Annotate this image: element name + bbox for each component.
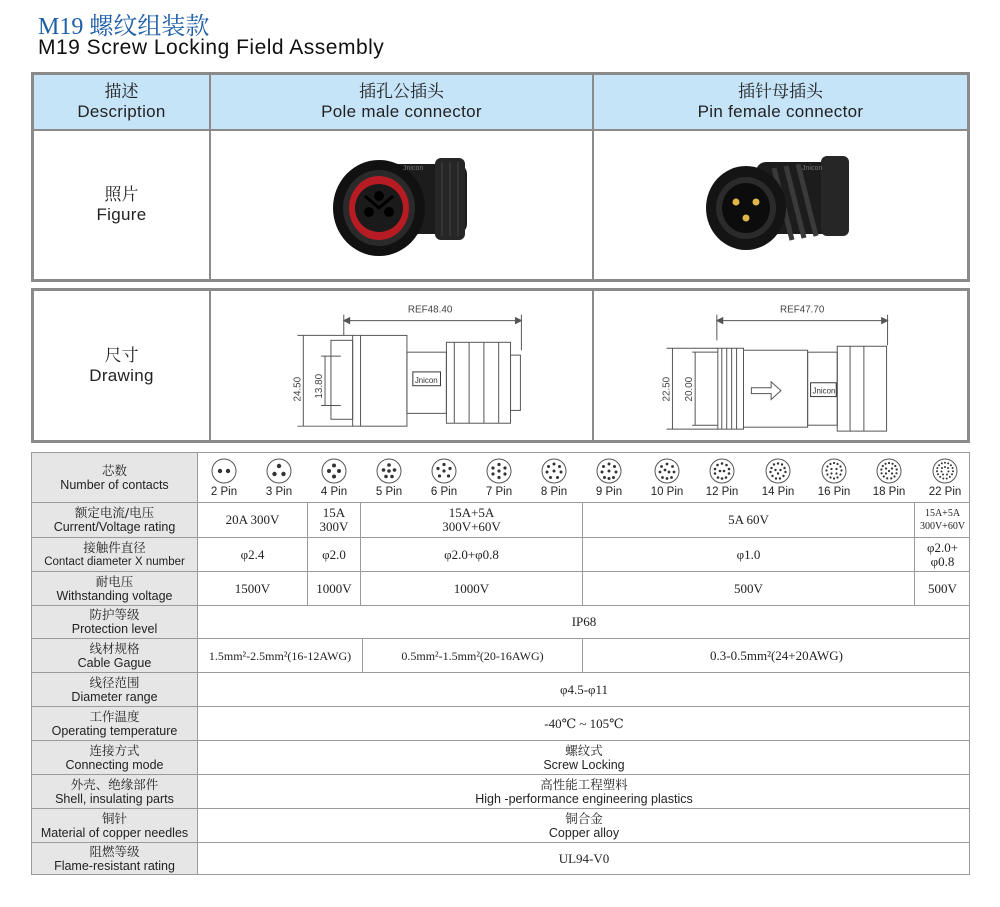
drawing-table bbox=[31, 288, 970, 443]
withstand-label-en: Withstanding voltage bbox=[56, 588, 173, 603]
header-description-cn: 描述 bbox=[104, 82, 139, 102]
withstand-4pin-value: 1000V bbox=[316, 580, 352, 596]
pin-label-8: 8 Pin bbox=[540, 486, 568, 498]
male-dim-inner: 13.80 bbox=[314, 373, 326, 399]
female-drawing bbox=[593, 290, 968, 441]
pin-diagram-8-icon bbox=[541, 458, 567, 484]
pin-diagram-3-icon bbox=[266, 458, 292, 484]
figure-table bbox=[31, 72, 970, 282]
diameter-4pin bbox=[308, 538, 361, 572]
protection-value bbox=[198, 606, 970, 639]
copper-value bbox=[198, 809, 970, 843]
range-label-cn: 线径范围 bbox=[89, 674, 140, 690]
contacts-label-en: Number of contacts bbox=[60, 477, 169, 492]
rating-22pin bbox=[915, 503, 970, 538]
pin-diagram-22-icon bbox=[932, 458, 958, 484]
pin-layout-7 bbox=[479, 458, 519, 498]
pin-diagram-16-icon bbox=[821, 458, 847, 484]
withstand-9to18pin-value: 500V bbox=[734, 580, 763, 596]
temp-label-en: Operating temperature bbox=[51, 723, 178, 738]
withstand-2pin bbox=[198, 572, 308, 606]
withstand-9to18pin bbox=[583, 572, 915, 606]
cable-label bbox=[32, 639, 198, 673]
rating-5to8pin-a: 15A+5A bbox=[448, 505, 495, 520]
page-title-en: M19 Screw Locking Field Assembly bbox=[38, 36, 385, 59]
cable-label-cn: 线材规格 bbox=[89, 640, 140, 656]
header-female bbox=[593, 74, 968, 130]
range-value bbox=[198, 673, 970, 707]
withstand-5to8pin-value: 1000V bbox=[453, 580, 490, 596]
withstand-5to8pin bbox=[361, 572, 583, 606]
pin-layout-2 bbox=[204, 458, 244, 498]
pin-diagram-12-icon bbox=[709, 458, 735, 484]
rating-label-en: Current/Voltage rating bbox=[53, 520, 176, 534]
cable-2to4pin-value: 1.5mm²-2.5mm²(16-12AWG) bbox=[208, 648, 352, 663]
diameter-label bbox=[32, 538, 198, 572]
pin-label-7: 7 Pin bbox=[485, 486, 513, 498]
copper-label bbox=[32, 809, 198, 843]
cable-2to4pin bbox=[198, 639, 363, 673]
header-male-en: Pole male connector bbox=[321, 102, 482, 121]
female-connector-image bbox=[696, 140, 866, 270]
temp-label-cn: 工作温度 bbox=[89, 708, 140, 724]
cable-5to8pin bbox=[363, 639, 583, 673]
page-title-cn: M19 螺纹组装款 bbox=[38, 14, 210, 40]
shell-value bbox=[198, 775, 970, 809]
pin-diagram-18-icon bbox=[876, 458, 902, 484]
diameter-22pin-a: φ2.0+ bbox=[926, 539, 959, 555]
diameter-label-en: Contact diameter X number bbox=[44, 555, 185, 568]
figure-label bbox=[33, 130, 210, 280]
svg-text:Jnicon: Jnicon bbox=[801, 165, 822, 172]
rating-label-cn: 额定电流/电压 bbox=[74, 505, 155, 520]
pin-diagram-5-icon bbox=[376, 458, 402, 484]
pin-diagram-2-icon bbox=[211, 458, 237, 484]
connect-label-cn: 连接方式 bbox=[89, 742, 140, 758]
female-dim-inner: 20.00 bbox=[684, 376, 696, 402]
pin-layout-5 bbox=[369, 458, 409, 498]
contacts-label bbox=[32, 453, 198, 503]
pin-label-16: 16 Pin bbox=[817, 486, 851, 498]
copper-label-en: Material of copper needles bbox=[40, 825, 189, 840]
diameter-22pin bbox=[915, 538, 970, 572]
rating-label bbox=[32, 503, 198, 538]
rating-4pin bbox=[308, 503, 361, 538]
range-label bbox=[32, 673, 198, 707]
pin-layout-10 bbox=[645, 458, 689, 498]
flame-value-text: UL94-V0 bbox=[558, 850, 610, 866]
withstand-22pin bbox=[915, 572, 970, 606]
pin-label-18: 18 Pin bbox=[872, 486, 906, 498]
svg-text:Jnicon: Jnicon bbox=[402, 165, 423, 172]
protection-label-cn: 防护等级 bbox=[89, 607, 140, 622]
range-label-en: Diameter range bbox=[71, 689, 158, 704]
cable-9to22pin-value: 0.3-0.5mm²(24+20AWG) bbox=[710, 647, 843, 663]
shell-value-cn: 高性能工程塑料 bbox=[540, 776, 628, 792]
shell-label-cn: 外壳、绝缘部件 bbox=[70, 776, 159, 792]
diameter-9to18pin bbox=[583, 538, 915, 572]
diameter-9to18pin-value: φ1.0 bbox=[736, 546, 761, 562]
shell-label bbox=[32, 775, 198, 809]
drawing-label-cn: 尺寸 bbox=[104, 345, 139, 366]
rating-5to8pin-b: 300V+60V bbox=[442, 519, 501, 534]
pin-label-9: 9 Pin bbox=[595, 486, 623, 498]
temp-value bbox=[198, 707, 970, 741]
diameter-2pin-value: φ2.4 bbox=[240, 546, 265, 562]
withstand-2pin-value: 1500V bbox=[234, 580, 271, 596]
male-brand-mark: Jnicon bbox=[414, 375, 438, 385]
pin-layout-8 bbox=[534, 458, 574, 498]
temp-label bbox=[32, 707, 198, 741]
shell-value-en: High -performance engineering plastics bbox=[475, 791, 693, 806]
rating-5to8pin bbox=[361, 503, 583, 538]
pin-layout-22 bbox=[923, 458, 967, 498]
shell-label-en: Shell, insulating parts bbox=[55, 791, 174, 806]
pin-layout-3 bbox=[259, 458, 299, 498]
pin-label-5: 5 Pin bbox=[375, 486, 403, 498]
flame-label bbox=[32, 843, 198, 874]
rating-2pin bbox=[198, 503, 308, 538]
pin-diagram-7-icon bbox=[486, 458, 512, 484]
pin-label-6: 6 Pin bbox=[430, 486, 458, 498]
pin-diagram-10-icon bbox=[654, 458, 680, 484]
rating-9to18pin bbox=[583, 503, 915, 538]
header-male bbox=[210, 74, 593, 130]
withstand-4pin bbox=[308, 572, 361, 606]
pin-layout-18 bbox=[867, 458, 911, 498]
pin-label-14: 14 Pin bbox=[761, 486, 795, 498]
male-connector-photo bbox=[210, 130, 593, 280]
cable-5to8pin-value: 0.5mm²-1.5mm²(20-16AWG) bbox=[401, 648, 544, 663]
header-female-cn: 插针母插头 bbox=[738, 82, 823, 102]
protection-label-en: Protection level bbox=[71, 622, 158, 636]
diameter-2pin bbox=[198, 538, 308, 572]
pin-label-3: 3 Pin bbox=[265, 486, 293, 498]
flame-value bbox=[198, 843, 970, 874]
diameter-4pin-value: φ2.0 bbox=[322, 546, 346, 562]
range-value-text: φ4.5-φ11 bbox=[559, 681, 609, 697]
male-drawing-svg bbox=[210, 291, 593, 440]
pin-diagram-6-icon bbox=[431, 458, 457, 484]
male-dim-outer: 24.50 bbox=[292, 376, 304, 402]
female-drawing-svg bbox=[593, 291, 968, 440]
figure-label-en: Figure bbox=[96, 205, 147, 224]
pin-layout-12 bbox=[700, 458, 744, 498]
connect-value-en: Screw Locking bbox=[543, 757, 625, 772]
diameter-5to8pin-value: φ2.0+φ0.8 bbox=[444, 546, 499, 562]
protection-label bbox=[32, 606, 198, 639]
connect-label-en: Connecting mode bbox=[65, 757, 164, 772]
header-male-cn: 插孔公插头 bbox=[359, 82, 444, 102]
figure-label-cn: 照片 bbox=[104, 185, 139, 205]
rating-4pin-b: 300V bbox=[319, 519, 349, 534]
pin-layout-9 bbox=[589, 458, 629, 498]
drawing-label-en: Drawing bbox=[89, 365, 154, 385]
female-ref-dimension: REF47.70 bbox=[780, 304, 825, 316]
female-dim-outer: 22.50 bbox=[661, 376, 673, 402]
female-connector-photo bbox=[593, 130, 968, 280]
pin-diagram-9-icon bbox=[596, 458, 622, 484]
spec-table bbox=[31, 452, 970, 875]
header-description bbox=[33, 74, 210, 130]
cable-label-en: Cable Gague bbox=[77, 655, 152, 670]
rating-9to18pin-value: 5A 60V bbox=[728, 512, 769, 527]
copper-label-cn: 铜针 bbox=[101, 810, 127, 826]
header-description-en: Description bbox=[77, 102, 166, 121]
withstand-label bbox=[32, 572, 198, 606]
male-connector-image bbox=[317, 140, 487, 270]
copper-value-en: Copper alloy bbox=[548, 825, 620, 840]
rating-22pin-b: 300V+60V bbox=[919, 521, 966, 532]
pin-label-12: 12 Pin bbox=[705, 486, 739, 498]
protection-value-text: IP68 bbox=[571, 614, 597, 629]
diameter-22pin-b: φ0.8 bbox=[930, 553, 955, 569]
drawing-label bbox=[33, 290, 210, 441]
pin-layout-16 bbox=[812, 458, 856, 498]
pin-label-2: 2 Pin bbox=[210, 486, 238, 498]
pin-label-22: 22 Pin bbox=[928, 486, 962, 498]
temp-value-text: -40℃ ~ 105℃ bbox=[544, 715, 624, 731]
diameter-5to8pin bbox=[361, 538, 583, 572]
withstand-22pin-value: 500V bbox=[928, 580, 957, 596]
pin-layout-6 bbox=[424, 458, 464, 498]
rating-2pin-value: 20A 300V bbox=[225, 512, 280, 527]
female-brand-mark: Jnicon bbox=[812, 386, 836, 396]
header-female-en: Pin female connector bbox=[697, 102, 864, 121]
male-drawing bbox=[210, 290, 593, 441]
flame-label-en: Flame-resistant rating bbox=[54, 858, 175, 873]
male-ref-dimension: REF48.40 bbox=[407, 304, 453, 316]
cable-9to22pin bbox=[583, 639, 970, 673]
pin-diagram-4-icon bbox=[321, 458, 347, 484]
pin-label-4: 4 Pin bbox=[320, 486, 348, 498]
pin-label-10: 10 Pin bbox=[650, 486, 684, 498]
connect-label bbox=[32, 741, 198, 775]
copper-value-cn: 铜合金 bbox=[565, 810, 603, 826]
pin-diagram-14-icon bbox=[765, 458, 791, 484]
rating-4pin-a: 15A bbox=[322, 505, 346, 520]
pin-layout-14 bbox=[756, 458, 800, 498]
flame-label-cn: 阻燃等级 bbox=[89, 843, 140, 859]
contacts-label-cn: 芯数 bbox=[101, 462, 127, 478]
rating-22pin-a: 15A+5A bbox=[924, 508, 961, 519]
withstand-label-cn: 耐电压 bbox=[95, 573, 134, 589]
pin-layout-4 bbox=[314, 458, 354, 498]
diameter-label-cn: 接触件直径 bbox=[83, 539, 146, 555]
connect-value bbox=[198, 741, 970, 775]
connect-value-cn: 螺纹式 bbox=[565, 742, 603, 758]
